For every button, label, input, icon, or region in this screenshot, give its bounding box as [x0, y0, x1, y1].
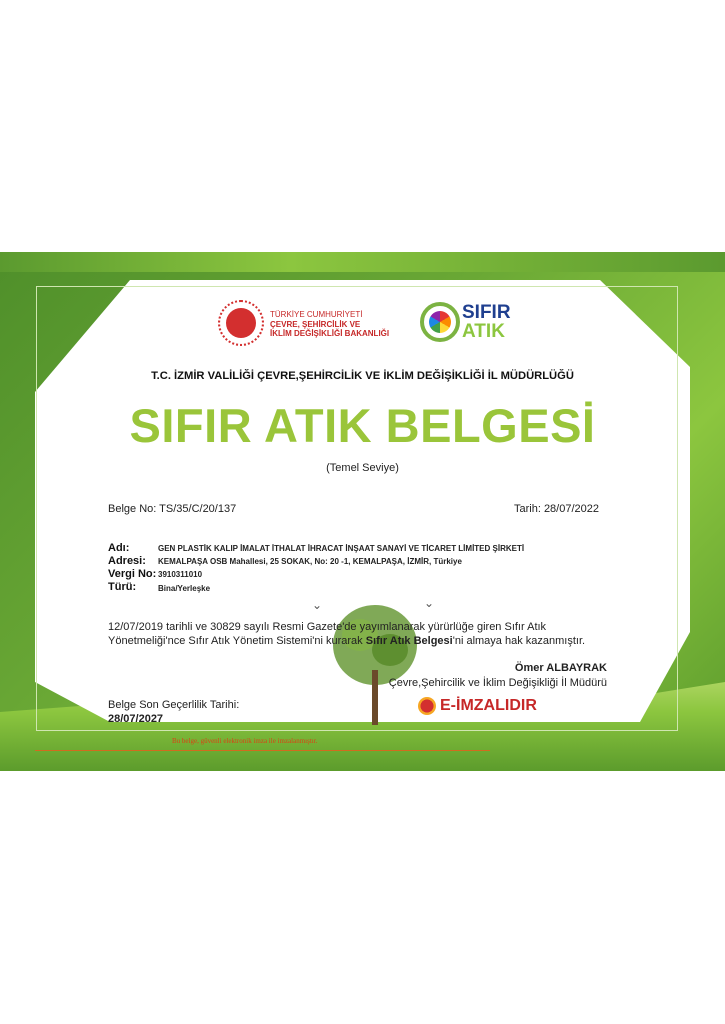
ministry-line-3: İKLİM DEĞİŞİKLİĞİ BAKANLIĞI	[270, 329, 390, 338]
e-signature-note: Bu belge, güvenli elektronik imza ile imzalanmıştır.	[172, 737, 318, 745]
document-number: Belge No: TS/35/C/20/137	[108, 503, 237, 515]
field-value-tax-no: 3910311010	[158, 570, 203, 579]
certificate-statement	[108, 620, 608, 648]
statement-text-2: 'ni almaya hak kazanmıştır.	[452, 635, 586, 647]
signer-name: Ömer ALBAYRAK	[514, 662, 607, 674]
field-label-address: Adresi:	[108, 555, 146, 567]
field-label-type: Türü:	[108, 581, 137, 593]
field-value-type: Bina/Yerleşke	[158, 584, 211, 593]
top-band	[0, 252, 725, 272]
bird-icon-left: ⌄	[312, 598, 323, 612]
ministry-name	[270, 310, 389, 339]
certificate-title: SIFIR ATIK BELGESİ	[129, 399, 596, 452]
bird-icon-right: ⌄	[424, 596, 435, 610]
zero-waste-logo-text	[462, 303, 511, 341]
zero-waste-logo-icon	[420, 302, 460, 342]
field-label-tax-no: Vergi No:	[108, 568, 157, 580]
validity-label: Belge Son Geçerlilik Tarihi:	[108, 699, 240, 711]
e-signed-badge	[418, 697, 537, 715]
zero-waste-line-2: ATIK	[462, 321, 505, 342]
statement-bold: Sıfır Atık Belgesi	[365, 635, 453, 647]
ministry-line-2: ÇEVRE, ŞEHİRCİLİK VE	[270, 319, 361, 329]
field-value-address: KEMALPAŞA OSB Mahallesi, 25 SOKAK, No: 20 -1, KEMALPAŞA, İZMİR, Türkiye	[158, 557, 462, 566]
zero-waste-line-1: SIFIR	[462, 302, 511, 323]
certificate-level: (Temel Seviye)	[326, 462, 399, 474]
validity-date: 28/07/2027	[108, 713, 164, 725]
signer-title: Çevre,Şehircilik ve İklim Değişikliği İl Müdürü	[388, 677, 607, 689]
ministry-line-1: TÜRKİYE CUMHURİYETİ	[270, 310, 363, 319]
e-signed-label: E-İMZALIDIR	[440, 697, 537, 714]
divider-line	[35, 750, 490, 751]
field-value-name: GEN PLASTİK KALIP İMALAT İTHALAT İHRACAT İNŞAAT SANAYİ VE TİCARET LİMİTED ŞİRKETİ	[158, 544, 525, 553]
ministry-emblem-icon	[218, 300, 264, 346]
statement-text-1: 12/07/2019 tarihli ve 30829 sayılı Resmi Gazete'de yayımlanarak yürürlüğe giren Sıfır Atık Yönetmeliği'nce Sıfır Atık Yönetim Sistemi'ni kurarak	[108, 621, 547, 647]
issue-date: Tarih: 28/07/2022	[513, 503, 599, 515]
field-label-name: Adı:	[108, 542, 130, 554]
rosette-icon	[418, 697, 436, 715]
directorate-heading: T.C. İZMİR VALİLİĞİ ÇEVRE,ŞEHİRCİLİK VE İKLİM DEĞİŞİKLİĞİ İL MÜDÜRLÜĞÜ	[151, 370, 574, 382]
